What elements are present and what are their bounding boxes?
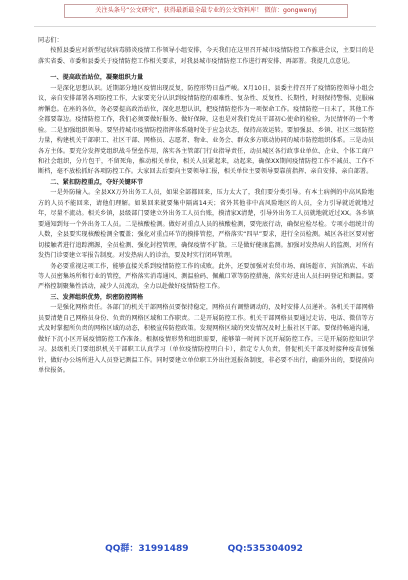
salutation: 同志们： xyxy=(38,37,63,44)
promo-banner: 关注头条号“公文研究”，获得最新最全最专业的公文资料库！ 微信：gongwenyj xyxy=(64,4,348,18)
qq-contact-label: QQ:535304092 xyxy=(227,544,303,554)
section-2-paragraph-2: 务必要重视这项工作，能够直接关系到疫情防控工作的成败。此外，还要加强对农贸市场、商场超市、宾馆酒店、车站等人员密集场所和行业的管控，严格落实消毒通风、测温验码、佩戴口罩等防控措施，落实好进出人员扫码登记和测温。要严格控制聚集性活动，减少人员流动，全力以赴做好疫情防控工作。 xyxy=(38,262,374,291)
qq-group-label: QQ群：31991489 xyxy=(105,544,189,554)
section-3-title: 三、发挥组织优势，织密防控网格 xyxy=(50,293,144,301)
header-divider xyxy=(34,26,376,27)
section-2-paragraph-1: 一是外防输入。全县XX万外出务工人员，如果全部都回来，压力太大了，我们要分类引导。有本土病例的中高风险地方的人员不能回来，请他们理解。如果回来就要集中隔离14天；省外其他非中高风险地区的人员，全力引导就近就地过年，尽量不流动。相关乡镇，县级部门要建立外出务工人员台账，摸清家X清楚，引导外出务工人员就地就近过XX。各乡镇要通知到每一个外出务工人员。二是核酸检测。做好对重点人员的核酸检测，要兜底行动，确保应检尽检。专项小组统计的人数，全县要实现核酸检测全覆盖；强化对重点环节的摸排管控，严格落实“四早”要求，进行全员检测。城区各社区要对密切接触者进行追踪溯源，全员检测、强化封控管理，确保疫情不扩散。三是做好健康监测。加强对发热病人的监测，对所有发热门诊要建立零报告制度。对发热病人的诊治，要及时实行闭环管理。 xyxy=(38,189,374,260)
contact-footer xyxy=(0,541,408,555)
section-2-title: 二、紧扣防控重点，夺好关键环节 xyxy=(50,178,144,186)
document-body xyxy=(38,36,374,532)
section-1-title: 一、提高政治站位，凝聚组织力量 xyxy=(50,74,144,82)
section-3-paragraph: 一是强化网格责任。各部门的机关干部网格员要保持稳定，网格员有调整调动的，及时安排人员递补。各机关干部网格员要清楚自己网格员身份、负责的网格区域和工作职责。二是开展防控工作。机关干部网格员要通过走访、电话、微信等方式及时掌握所负责的网格区域的动态，积极宣传防控政策。发现网格区域的突发情况及时上报社区干部。要保持畅通沟通，做好下沉小区开展疫情防控工作准备。根据疫情形势和组织需要，能够第一时间下沉开展防控工作。三是开展防控知识学习。县级机关门要组织机关干部职工认真学习（单位疫情防控明白卡），指定专人负责，督促机关干部及时接种疫苗加强针，做好办公场所进入人员登记测温工作。同时要建立单位职工外出往返报备制度，非必要不出行，确需外出的，要提前向单位报备。 xyxy=(38,304,374,375)
intro-paragraph: 按照县委应对新型冠状病毒肺炎疫情工作领导小组安排，今天我们在这里召开城市疫情防控工作推进会议，主要目的是落实省委、市委和县委关于疫情防控工作相关要求，对我县城市疫情防控工作进行再安排、再部署。我提几点意见。 xyxy=(38,47,374,65)
section-1-paragraph: 一是深化思想认识。近期部分地区疫情出现反复，防控形势日益严峻。X月10日，县委主持召开了疫情防控领导小组会议，亲自安排部署各项防控工作，大家要充分认识到疫情防控的艰难性、复杂性、反复性、长期性，时刻保持警惕、克服麻痹懈怠。在座的各位，务必要提高政治站位，深化思想认识，把疫情防控作为一项保命工作。疫情防控一日未了，其他工作全都要靠边。疫情防控工作，我们必须要做好服务、做好保障，这也是对我们党员干部初心使命的检验，为民情怀的一个考验。二是加强组织领导。要坚持城市疫情防控指挥体系随时处于应急状态，保持高效运转。要加强县、乡镇、社区三级防控力量，构建机关干部职工、社区干部、网格员、志愿者、物业、业务会、群众多方联动协同的城市防控组织体系。三是动员各方主体。要充分发挥党组织战斗堡垒作用，落实各主管部门行业指导责任，动员城区各行政事业单位、企业、个体工商户和社会组织，分片包干，不留死角，推动相关单位，相关人员紧起来，动起来，确保XX期间疫情防控工作不减员、工作不断档，毫不放松抓好各项防控工作。大家回去后要向主要领导汇报，相关单位主要领导要靠前指挥、亲自安排、亲自部署。 xyxy=(38,84,374,176)
